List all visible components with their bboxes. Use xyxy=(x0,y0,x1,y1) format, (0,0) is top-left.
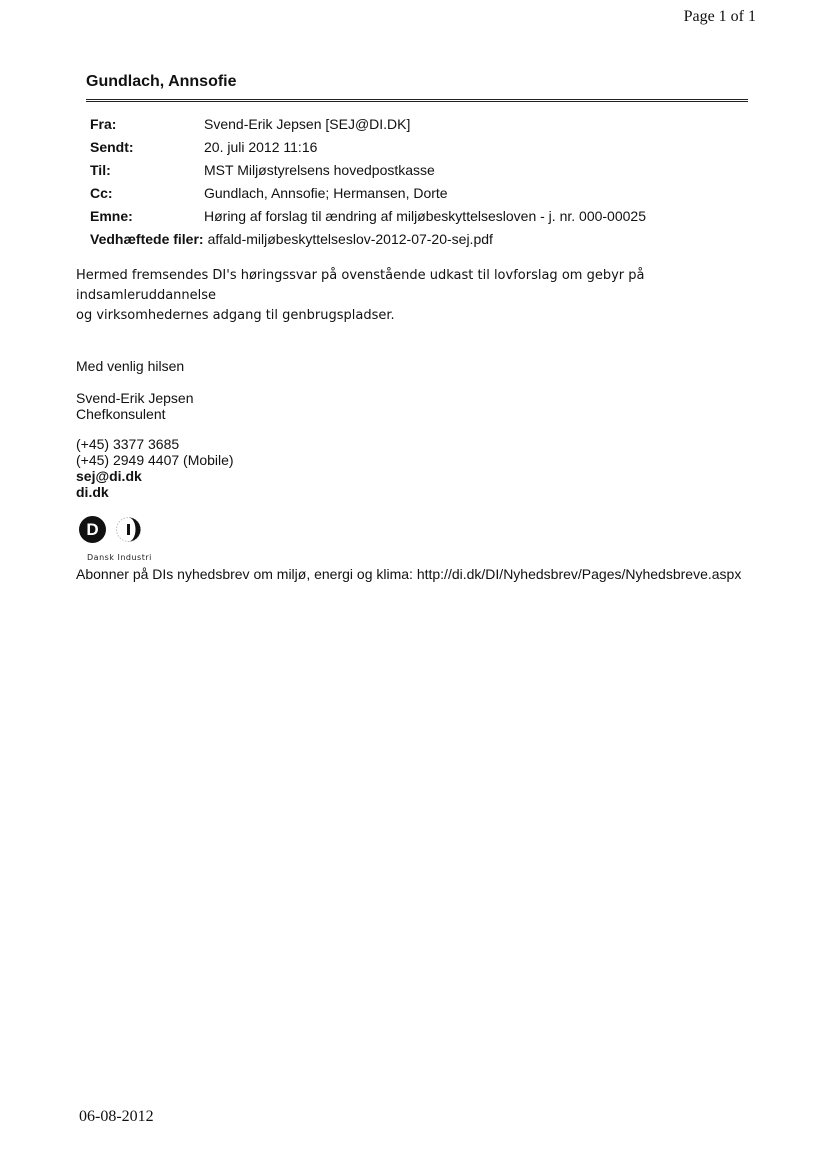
email-address: sej@di.dk xyxy=(76,468,142,484)
signature-name-block xyxy=(76,390,194,422)
signature-name: Svend-Erik Jepsen xyxy=(76,390,194,406)
sent-value: 20. juli 2012 11:16 xyxy=(204,139,318,155)
website: di.dk xyxy=(76,484,109,500)
from-label: Fra: xyxy=(90,116,117,132)
body-line-2: og virksomhedernes adgang til genbrugspladser. xyxy=(76,308,395,323)
header-row-to xyxy=(90,159,646,182)
page-number: Page 1 of 1 xyxy=(683,8,756,25)
header-row-cc xyxy=(90,182,646,205)
message-body xyxy=(76,266,776,326)
sent-label: Sendt: xyxy=(90,139,134,155)
subject-label: Emne: xyxy=(90,208,133,224)
from-value: Svend-Erik Jepsen [SEJ@DI.DK] xyxy=(204,116,411,132)
contact-block xyxy=(76,436,234,500)
newsletter-line: Abonner på DIs nyhedsbrev om miljø, energi og klima: http://di.dk/DI/Nyhedsbrev/Pages/Nyhedsbreve.aspx xyxy=(76,566,742,582)
email-headers xyxy=(90,113,646,251)
footer-date: 06-08-2012 xyxy=(79,1108,154,1125)
logo-d-mark: D xyxy=(79,516,106,543)
cc-value: Gundlach, Annsofie; Hermansen, Dorte xyxy=(204,185,448,201)
header-divider xyxy=(86,99,748,102)
header-row-subject xyxy=(90,205,646,228)
dansk-industri-logo xyxy=(76,514,186,566)
header-row-from xyxy=(90,113,646,136)
sender-name: Gundlach, Annsofie xyxy=(86,73,237,90)
subject-value: Høring af forslag til ændring af miljøbeskyttelsesloven - j. nr. 000-00025 xyxy=(204,208,646,224)
logo-i-mark-icon xyxy=(115,516,142,543)
header-row-attachments xyxy=(90,228,646,251)
body-line-1: Hermed fremsendes DI's høringssvar på ovenstående udkast til lovforslag om gebyr på indsamleruddannelse xyxy=(76,268,645,303)
header-row-sent xyxy=(90,136,646,159)
attachments-label: Vedhæftede filer: xyxy=(90,231,204,247)
to-label: Til: xyxy=(90,162,111,178)
greeting: Med venlig hilsen xyxy=(76,358,185,374)
logo-caption: Dansk Industri xyxy=(87,553,152,562)
to-value: MST Miljøstyrelsens hovedpostkasse xyxy=(204,162,435,178)
cc-label: Cc: xyxy=(90,185,113,201)
phone-number: (+45) 3377 3685 xyxy=(76,436,180,452)
signature-title: Chefkonsulent xyxy=(76,406,166,422)
mobile-number: (+45) 2949 4407 (Mobile) xyxy=(76,452,234,468)
attachment-filename: affald-miljøbeskyttelseslov-2012-07-20-sej.pdf xyxy=(207,231,493,247)
